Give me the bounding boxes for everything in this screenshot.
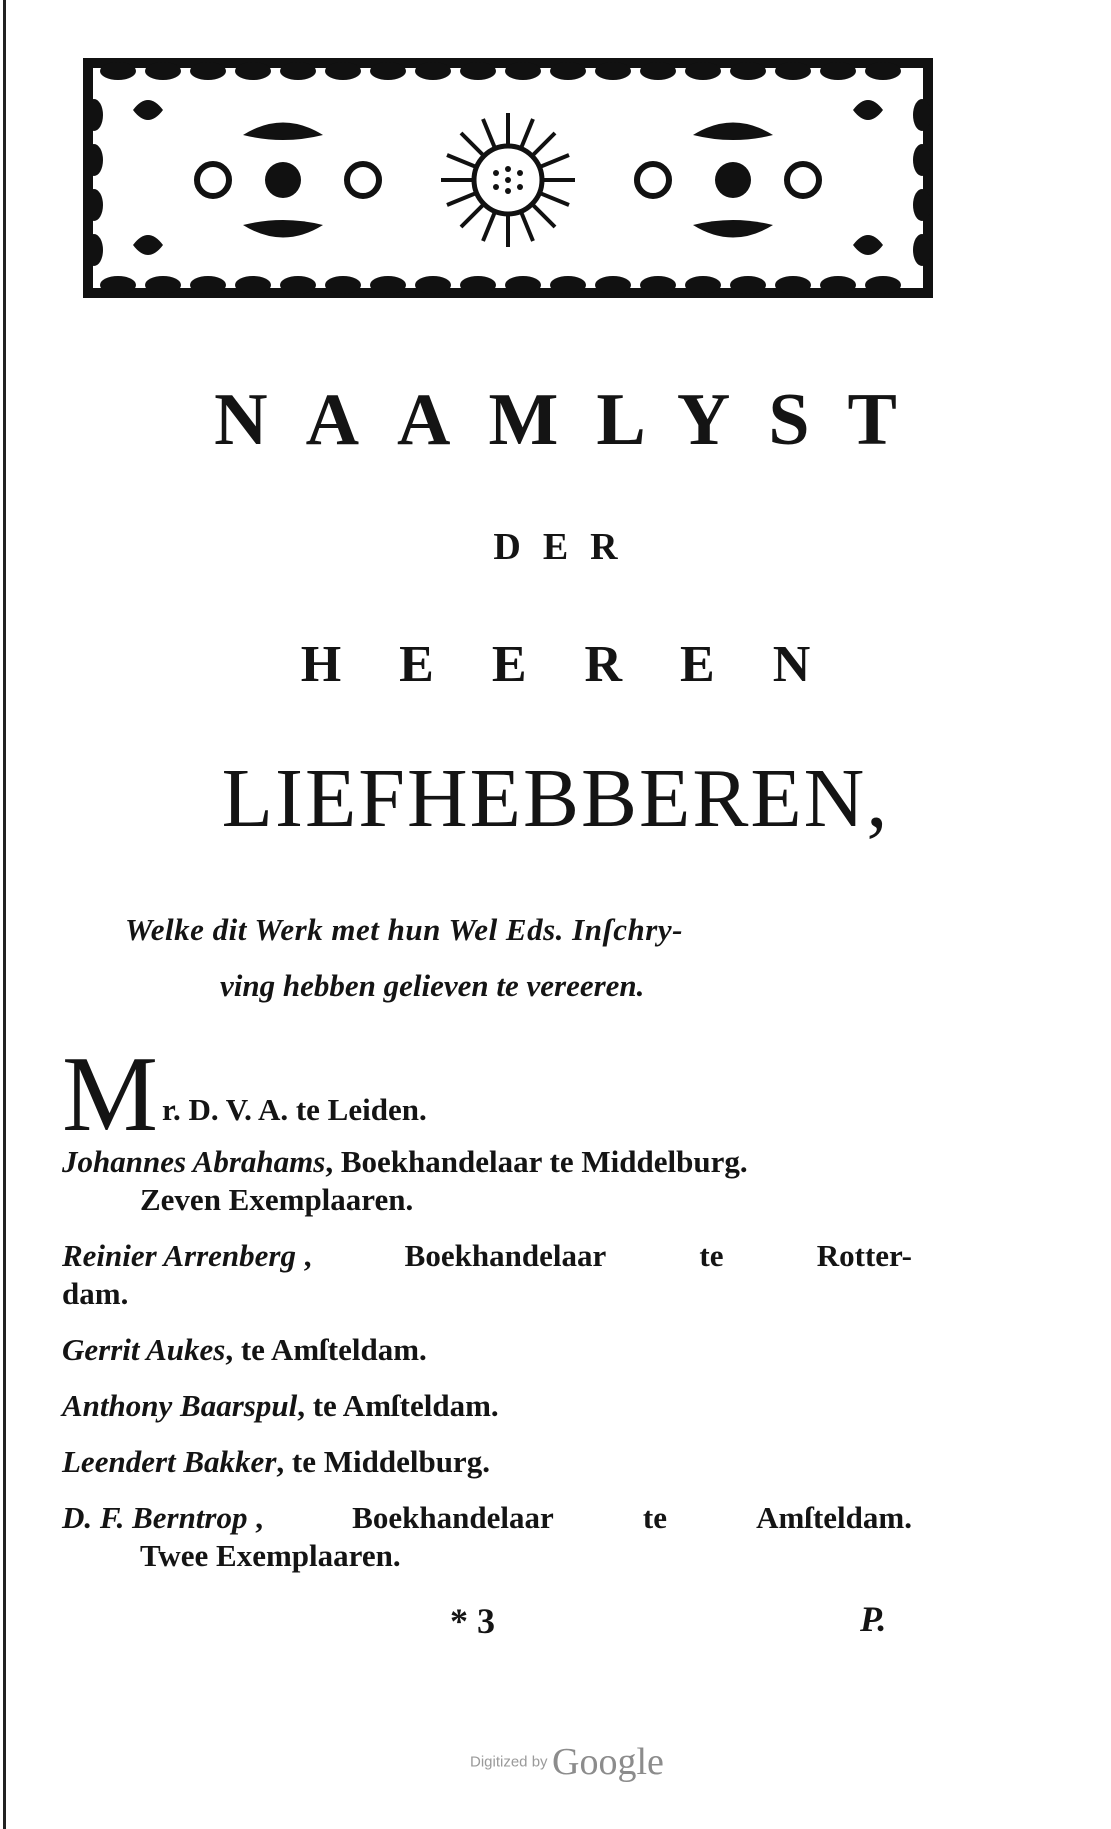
entry-name: Anthony Baarspul [62, 1388, 298, 1423]
entry-word: Rotter- [816, 1238, 912, 1273]
title-liefhebberen-line [0, 750, 1111, 847]
list-item [62, 1331, 912, 1369]
entry-text: , te Amſteldam. [297, 1388, 499, 1423]
list-item [62, 1387, 912, 1425]
title-liefhebberen: LIEFHEBBEREN [221, 752, 867, 845]
entry-word: Amſteldam. [756, 1500, 912, 1535]
entry-name: D. F. Berntrop [62, 1500, 248, 1535]
title-der: DER [493, 526, 640, 568]
entry-name: Johannes Abrahams [62, 1144, 326, 1179]
entry-continuation: Zeven Exemplaaren. [140, 1182, 414, 1217]
entry-continuation: dam. [62, 1276, 129, 1311]
page-edge-rule [3, 0, 6, 1829]
subtitle-line-2: ving hebben gelieven te vereeren. [220, 968, 645, 1003]
watermark-brand: Google [552, 1741, 664, 1783]
entry-text: , te Middelburg. [276, 1444, 490, 1479]
entry-word: Boekhandelaar [352, 1500, 554, 1535]
digitized-watermark [470, 1740, 664, 1784]
justified-line [62, 1499, 912, 1537]
signature-mark: * 3 [450, 1601, 495, 1641]
list-item [62, 1443, 912, 1481]
entry-name: Gerrit Aukes [62, 1332, 226, 1367]
title-comma: , [866, 752, 890, 845]
entry-comma: , [255, 1500, 263, 1535]
entry-continuation: Twee Exemplaaren. [140, 1538, 401, 1573]
entry-word: Boekhandelaar [404, 1238, 607, 1273]
entry-text: r. D. V. A. te Leiden. [162, 1092, 427, 1127]
subscriber-list [62, 1035, 912, 1593]
title-heeren: HEEREN [300, 636, 869, 693]
entry-word: te [642, 1500, 667, 1535]
watermark-by: Digitized by [470, 1753, 548, 1771]
subtitle-line-1: Welke dit Werk met hun Wel Eds. Inſchry- [125, 912, 683, 947]
ornamental-headpiece [78, 55, 938, 305]
entry-text: , te Amſteldam. [225, 1332, 427, 1367]
entry-word: te [699, 1238, 724, 1273]
entry-comma: , [303, 1238, 312, 1273]
catchword: P. [860, 1599, 887, 1639]
list-item [62, 1237, 912, 1313]
list-item [62, 1499, 912, 1575]
entry-name: Leendert Bakker [62, 1444, 277, 1479]
list-item [62, 1035, 912, 1154]
justified-line [62, 1237, 912, 1275]
drop-cap: M [62, 1035, 159, 1154]
title-naamlyst: NAAMLYST [214, 379, 935, 461]
list-item [62, 1143, 912, 1219]
entry-text: , Boekhandelaar te Middelburg. [325, 1144, 748, 1179]
entry-name: Reinier Arrenberg [62, 1238, 296, 1273]
